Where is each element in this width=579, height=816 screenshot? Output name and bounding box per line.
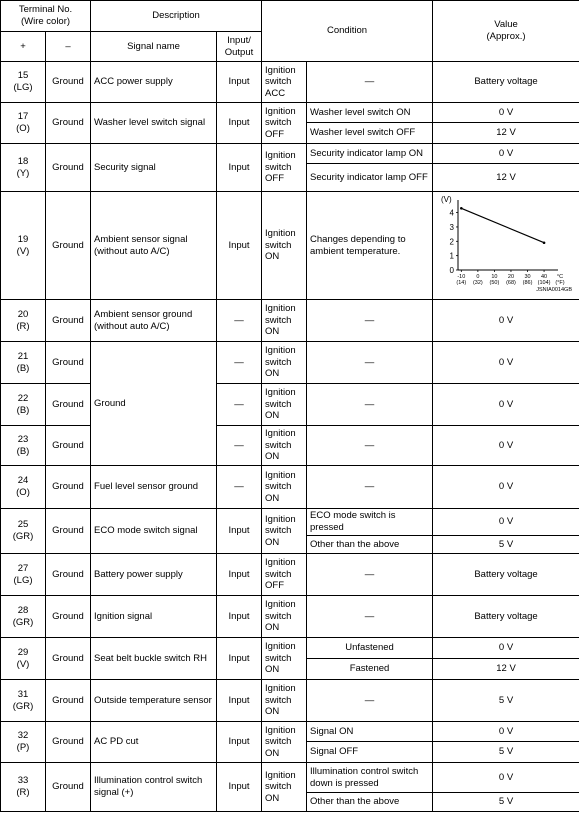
signal-cell: Ambient sensor ground (without auto A/C) — [91, 300, 217, 342]
signal-cell: Fuel level sensor ground — [91, 466, 217, 509]
io-cell: — — [217, 466, 262, 509]
table-row — [1, 680, 579, 722]
table-row — [1, 300, 579, 342]
sub-condition-cell: — — [307, 596, 433, 638]
io-cell: — — [217, 342, 262, 384]
io-header: Input/ Output — [217, 32, 262, 62]
y-tick-label: 2 — [449, 237, 455, 247]
condition-header: Condition — [262, 1, 433, 62]
terminal-cell: 28 (GR) — [1, 596, 46, 638]
value-cell: 0 V — [433, 342, 579, 384]
table-row — [1, 466, 579, 509]
condition-cell: Ignition switch ON — [262, 509, 307, 554]
io-cell: — — [217, 384, 262, 426]
terminal-cell: 19 (V) — [1, 192, 46, 300]
x-tick-label: 40 — [541, 273, 548, 280]
sub-condition-cell: Signal ON — [307, 722, 433, 742]
x-tick-label: 0 — [476, 273, 480, 280]
io-cell: Input — [217, 680, 262, 722]
series-point — [543, 241, 546, 244]
condition-cell: Ignition switch ON — [262, 763, 307, 812]
value-cell: 0 V — [433, 426, 579, 466]
value-cell: 0 V — [433, 384, 579, 426]
value-cell: 0 V — [433, 300, 579, 342]
table-row — [1, 638, 579, 659]
value-cell: 0 V — [433, 144, 579, 164]
terminal-cell: 25 (GR) — [1, 509, 46, 554]
signal-cell: Ground — [91, 342, 217, 466]
signal-cell: AC PD cut — [91, 722, 217, 763]
condition-cell: Ignition switch ON — [262, 466, 307, 509]
sub-condition-cell: — — [307, 554, 433, 596]
signal-cell: Ambient sensor signal (without auto A/C) — [91, 192, 217, 300]
table-row — [1, 596, 579, 638]
condition-cell: Ignition switch ON — [262, 722, 307, 763]
y-tick-label: 1 — [449, 251, 455, 261]
plus-header: + — [1, 32, 46, 62]
series-point — [460, 207, 463, 210]
signal-cell: Illumination control switch signal (+) — [91, 763, 217, 812]
condition-cell: Ignition switch ON — [262, 596, 307, 638]
sub-condition-cell: — — [307, 426, 433, 466]
io-cell: Input — [217, 596, 262, 638]
value-cell: 0 V — [433, 638, 579, 659]
terminal-cell: 21 (B) — [1, 342, 46, 384]
sub-condition-cell: Security indicator lamp ON — [307, 144, 433, 164]
sub-condition-cell: — — [307, 342, 433, 384]
condition-cell: Ignition switch ON — [262, 384, 307, 426]
minus-cell: Ground — [46, 192, 91, 300]
ambient-sensor-chart — [436, 194, 576, 294]
minus-header: – — [46, 32, 91, 62]
x-tick-sublabel: (32) — [473, 279, 483, 286]
table-row — [1, 144, 579, 164]
sub-condition-cell: — — [307, 384, 433, 426]
x-tick-label: 20 — [507, 273, 515, 280]
terminal-header: Terminal No. (Wire color) — [1, 1, 91, 32]
minus-cell: Ground — [46, 62, 91, 103]
sub-condition-cell: — — [307, 466, 433, 509]
x-tick-label: 30 — [524, 273, 531, 280]
minus-cell: Ground — [46, 144, 91, 192]
value-cell: 0 V — [433, 466, 579, 509]
sub-condition-cell: — — [307, 680, 433, 722]
sub-condition-cell: ECO mode switch is pressed — [307, 509, 433, 536]
terminal-cell: 18 (Y) — [1, 144, 46, 192]
terminal-cell: 33 (R) — [1, 763, 46, 812]
sub-condition-cell: Changes depending to ambient temperature. — [307, 192, 433, 300]
value-cell: Battery voltage — [433, 596, 579, 638]
minus-cell: Ground — [46, 103, 91, 144]
table-row — [1, 722, 579, 742]
table-row — [1, 103, 579, 123]
table-row — [1, 62, 579, 103]
value-cell: 0 V — [433, 103, 579, 123]
minus-cell: Ground — [46, 509, 91, 554]
condition-cell: Ignition switch ON — [262, 680, 307, 722]
signal-cell: Security signal — [91, 144, 217, 192]
condition-cell: Ignition switch ON — [262, 638, 307, 680]
minus-cell: Ground — [46, 680, 91, 722]
terminal-cell: 27 (LG) — [1, 554, 46, 596]
sub-condition-cell: Other than the above — [307, 536, 433, 554]
io-cell: Input — [217, 144, 262, 192]
io-cell: Input — [217, 192, 262, 300]
condition-cell: Ignition switch ON — [262, 300, 307, 342]
sub-condition-cell: Illumination control switch down is pressed — [307, 763, 433, 793]
value-cell: 12 V — [433, 123, 579, 144]
minus-cell: Ground — [46, 596, 91, 638]
value-header: Value (Approx.) — [433, 1, 579, 62]
x-tick-sublabel: (50) — [489, 279, 500, 286]
table-row — [1, 384, 579, 426]
signal-cell: ACC power supply — [91, 62, 217, 103]
minus-cell: Ground — [46, 300, 91, 342]
terminal-cell: 20 (R) — [1, 300, 46, 342]
table-row — [1, 554, 579, 596]
sub-condition-cell: Washer level switch OFF — [307, 123, 433, 144]
minus-cell: Ground — [46, 426, 91, 466]
x-tick-sublabel: (68) — [506, 279, 516, 286]
io-cell: Input — [217, 763, 262, 812]
signal-cell: Ignition signal — [91, 596, 217, 638]
header-row-1 — [1, 1, 579, 32]
x-tick-sublabel: (14) — [456, 279, 467, 286]
x-axis-unit-f: (°F) — [555, 279, 565, 286]
minus-cell: Ground — [46, 638, 91, 680]
io-cell: Input — [217, 554, 262, 596]
table-row — [1, 192, 579, 300]
table-row — [1, 426, 579, 466]
io-cell: — — [217, 426, 262, 466]
condition-cell: Ignition switch OFF — [262, 144, 307, 192]
x-axis-unit: °C — [556, 273, 564, 280]
minus-cell: Ground — [46, 763, 91, 812]
minus-cell: Ground — [46, 722, 91, 763]
condition-cell: Ignition switch ON — [262, 192, 307, 300]
condition-cell: Ignition switch ON — [262, 426, 307, 466]
y-tick-label: 0 — [449, 265, 455, 275]
series-line — [461, 208, 544, 242]
value-cell: Battery voltage — [433, 62, 579, 103]
io-cell: Input — [217, 103, 262, 144]
minus-cell: Ground — [46, 342, 91, 384]
value-cell: 0 V — [433, 722, 579, 742]
ambient-sensor-chart-cell — [433, 192, 579, 300]
io-cell: Input — [217, 509, 262, 554]
x-tick-sublabel: (86) — [522, 279, 533, 286]
table-row — [1, 342, 579, 384]
condition-cell: Ignition switch OFF — [262, 103, 307, 144]
io-cell: Input — [217, 638, 262, 680]
terminal-cell: 31 (GR) — [1, 680, 46, 722]
value-cell: 0 V — [433, 763, 579, 793]
io-cell: Input — [217, 722, 262, 763]
minus-cell: Ground — [46, 466, 91, 509]
terminal-cell: 15 (LG) — [1, 62, 46, 103]
description-header: Description — [91, 1, 262, 32]
value-cell: 12 V — [433, 659, 579, 680]
condition-cell: Ignition switch OFF — [262, 554, 307, 596]
signal-cell: Battery power supply — [91, 554, 217, 596]
terminal-cell: 24 (O) — [1, 466, 46, 509]
condition-cell: Ignition switch ACC — [262, 62, 307, 103]
sub-condition-cell: — — [307, 62, 433, 103]
signal-cell: Outside temperature sensor — [91, 680, 217, 722]
value-cell: 0 V — [433, 509, 579, 536]
terminal-cell: 17 (O) — [1, 103, 46, 144]
value-cell: Battery voltage — [433, 554, 579, 596]
y-tick-label: 3 — [449, 222, 455, 232]
y-axis-label: (V) — [441, 194, 452, 204]
table-row — [1, 763, 579, 793]
sub-condition-cell: Unfastened — [307, 638, 433, 659]
terminal-cell: 32 (P) — [1, 722, 46, 763]
minus-cell: Ground — [46, 384, 91, 426]
table-row — [1, 509, 579, 536]
io-cell: Input — [217, 62, 262, 103]
terminal-cell: 22 (B) — [1, 384, 46, 426]
figure-code: JSNIA0014GB — [536, 286, 573, 293]
signal-cell: Seat belt buckle switch RH — [91, 638, 217, 680]
signal-cell: ECO mode switch signal — [91, 509, 217, 554]
signal-cell: Washer level switch signal — [91, 103, 217, 144]
sub-condition-cell: — — [307, 300, 433, 342]
sub-condition-cell: Security indicator lamp OFF — [307, 164, 433, 192]
value-cell: 5 V — [433, 742, 579, 763]
terminal-cell: 29 (V) — [1, 638, 46, 680]
minus-cell: Ground — [46, 554, 91, 596]
sub-condition-cell: Signal OFF — [307, 742, 433, 763]
value-cell: 12 V — [433, 164, 579, 192]
x-tick-label: -10 — [457, 273, 466, 280]
io-cell: — — [217, 300, 262, 342]
x-tick-label: 10 — [491, 273, 498, 280]
sub-condition-cell: Washer level switch ON — [307, 103, 433, 123]
sub-condition-cell: Fastened — [307, 659, 433, 680]
value-cell: 5 V — [433, 793, 579, 812]
terminal-cell: 23 (B) — [1, 426, 46, 466]
x-tick-sublabel: (104) — [537, 279, 551, 286]
value-cell: 5 V — [433, 680, 579, 722]
sub-condition-cell: Other than the above — [307, 793, 433, 812]
condition-cell: Ignition switch ON — [262, 342, 307, 384]
y-tick-label: 4 — [449, 208, 455, 218]
value-cell: 5 V — [433, 536, 579, 554]
signal-name-header: Signal name — [91, 32, 217, 62]
